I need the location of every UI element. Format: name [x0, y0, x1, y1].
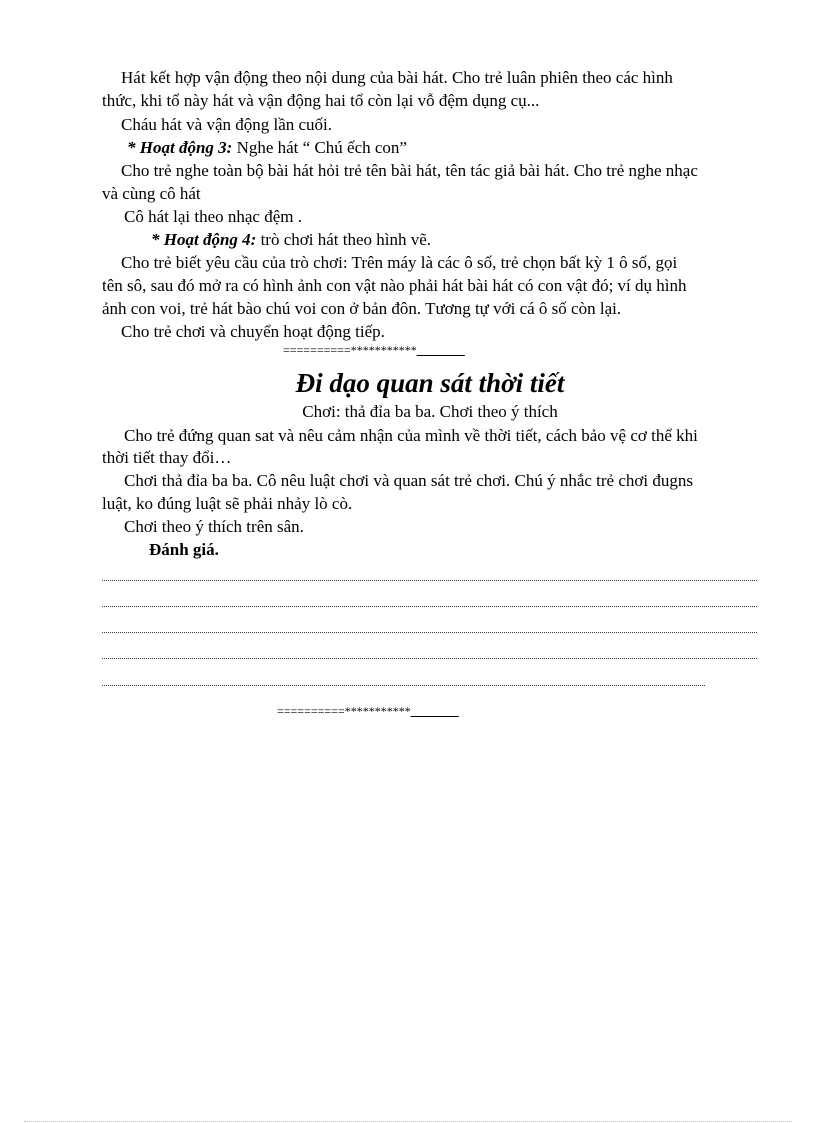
- paragraph-line: luật, ko đúng luật sẽ phải nhảy lò cò.: [102, 494, 353, 513]
- paragraph-line: Chơi thả đỉa ba ba. Cô nêu luật chơi và quan sát trẻ chơi. Chú ý nhắc trẻ chơi đugns: [124, 471, 693, 490]
- paragraph-line: Cô hát lại theo nhạc đệm .: [124, 207, 302, 226]
- section-separator: [277, 704, 459, 718]
- activity-3-label: * Hoạt động 3:: [127, 138, 233, 157]
- paragraph-line: tên sô, sau đó mở ra có hình ảnh con vật nào phải hát bài hát có con vật đó; ví dụ hình: [102, 276, 687, 295]
- activity-4-label: * Hoạt động 4:: [151, 230, 257, 249]
- separator-tail: ________: [416, 343, 465, 357]
- dotted-answer-line: [102, 606, 757, 607]
- paragraph-line: Cháu hát và vận động lần cuối.: [121, 115, 333, 134]
- paragraph-line: Cho trẻ biết yêu cầu của trò chơi: Trên máy là các ô số, trẻ chọn bất kỳ 1 ô số, gọi: [121, 253, 678, 272]
- separator-stars: ***********: [344, 704, 411, 718]
- paragraph-line: Chơi theo ý thích trên sân.: [124, 517, 304, 536]
- dotted-answer-line: [102, 658, 757, 659]
- separator-equals: ==========: [277, 704, 345, 718]
- dotted-answer-line: [102, 632, 757, 633]
- paragraph-line: thức, khi tổ này hát và vận động hai tổ còn lại vỗ đệm dụng cụ...: [102, 91, 540, 110]
- paragraph-line: và cùng cô hát: [102, 184, 201, 203]
- activity-3-text: Nghe hát “ Chú ếch con”: [232, 138, 407, 157]
- paragraph-line: ảnh con voi, trẻ hát bào chú voi con ở bản đôn. Tương tự với cá ô số còn lại.: [102, 299, 622, 318]
- paragraph-line: Cho trẻ nghe toàn bộ bài hát hỏi trẻ tên bài hát, tên tác giả bài hát. Cho trẻ nghe nhạc: [121, 161, 698, 180]
- section-separator: [283, 343, 465, 357]
- paragraph-line: Cho trẻ chơi và chuyển hoạt động tiếp.: [121, 322, 385, 341]
- paragraph-line: thời tiết thay đổi…: [102, 448, 232, 467]
- dotted-answer-line: [102, 685, 705, 686]
- dotted-answer-line: [102, 580, 757, 581]
- separator-equals: ==========: [283, 343, 351, 357]
- paragraph-line: Cho trẻ đứng quan sat và nêu cảm nhận của mình về thời tiết, cách bảo vệ cơ thể khi: [124, 426, 698, 445]
- page-bottom-border: [24, 1121, 792, 1122]
- paragraph-line: Hát kết hợp vận động theo nội dung của bài hát. Cho trẻ luân phiên theo các hình: [121, 68, 673, 87]
- separator-stars: ***********: [350, 343, 417, 357]
- activity-4-heading: [151, 229, 431, 251]
- section-subtitle: Chơi: thả đỉa ba ba. Chơi theo ý thích: [302, 402, 558, 421]
- activity-4-text: trò chơi hát theo hình vẽ.: [256, 230, 432, 249]
- activity-3-heading: [127, 137, 407, 159]
- section-title: Đi dạo quan sát thời tiết: [295, 368, 565, 398]
- separator-tail: ________: [410, 704, 459, 718]
- evaluation-label: Đánh giá.: [149, 540, 219, 559]
